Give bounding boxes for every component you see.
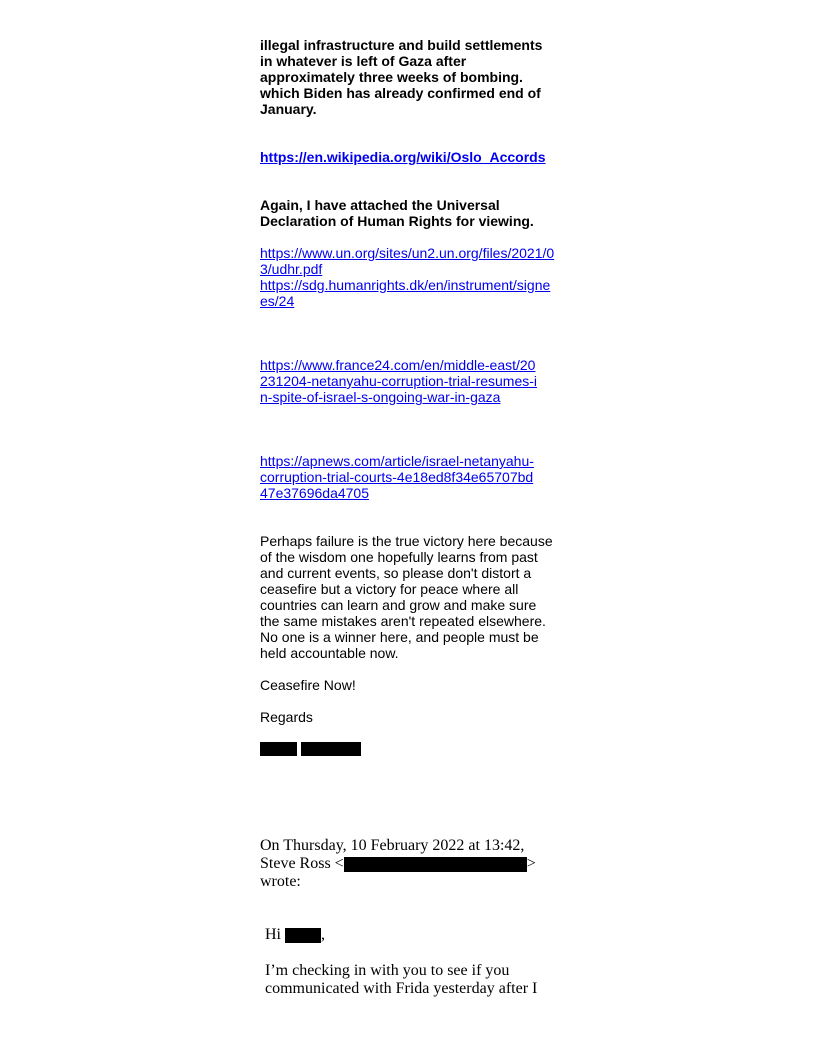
quoted-header — [260, 837, 550, 891]
greeting-suffix: , — [321, 926, 325, 943]
quoted-greeting — [265, 926, 555, 944]
apnews-link-wrapper — [260, 453, 540, 501]
udhr-links — [260, 245, 556, 309]
bombing-paragraph: illegal infrastructure and build settlements in whatever is left of Gaza after approximately three weeks of bombing. which Biden has already confirmed end of January. — [260, 37, 543, 117]
france24-link-wrapper — [260, 357, 540, 405]
redacted-last-name — [301, 742, 361, 756]
quoted-body: I’m checking in with you to see if you communicated with Frida yesterday after I — [265, 962, 538, 997]
quoted-header-suffix: > wrote: — [260, 855, 536, 890]
quoted-header-prefix: On Thursday, 10 February 2022 at 13:42, Steve Ross < — [260, 837, 525, 872]
france24-link[interactable]: https://www.france24.com/en/middle-east/20231204-netanyahu-corruption-trial-resumes-in-spite-of-israel-s-ongoing-war-in-gaza — [260, 357, 538, 405]
udhr-pdf-link[interactable]: https://www.un.org/sites/un2.un.org/files/2021/03/udhr.pdf — [260, 245, 555, 277]
ceasefire-line: Ceasefire Now! — [260, 677, 356, 693]
udhr-paragraph: Again, I have attached the Universal Declaration of Human Rights for viewing. — [260, 197, 534, 229]
regards-line: Regards — [260, 709, 313, 725]
redacted-first-name — [260, 742, 297, 756]
oslo-link-wrapper — [260, 149, 556, 165]
greeting-prefix: Hi — [265, 926, 285, 943]
redacted-email-address — [344, 857, 527, 872]
failure-paragraph: Perhaps failure is the true victory here because of the wisdom one hopefully learns from past and current events, so please don't distort a ceasefire but a victory for peace where all countries can learn and grow and make sure the same mistakes aren't repeated elsewhere. No one is a winner here, and people must be held accountable now. — [260, 533, 553, 661]
signature-redaction — [260, 742, 556, 756]
sdg-signees-link[interactable]: https://sdg.humanrights.dk/en/instrument/signees/24 — [260, 277, 551, 309]
oslo-accords-link[interactable]: https://en.wikipedia.org/wiki/Oslo_Accords — [260, 149, 546, 165]
apnews-link[interactable]: https://apnews.com/article/israel-netanyahu-corruption-trial-courts-4e18ed8f34e65707bd47e37696da4705 — [260, 453, 534, 501]
redacted-recipient-name — [285, 928, 321, 943]
